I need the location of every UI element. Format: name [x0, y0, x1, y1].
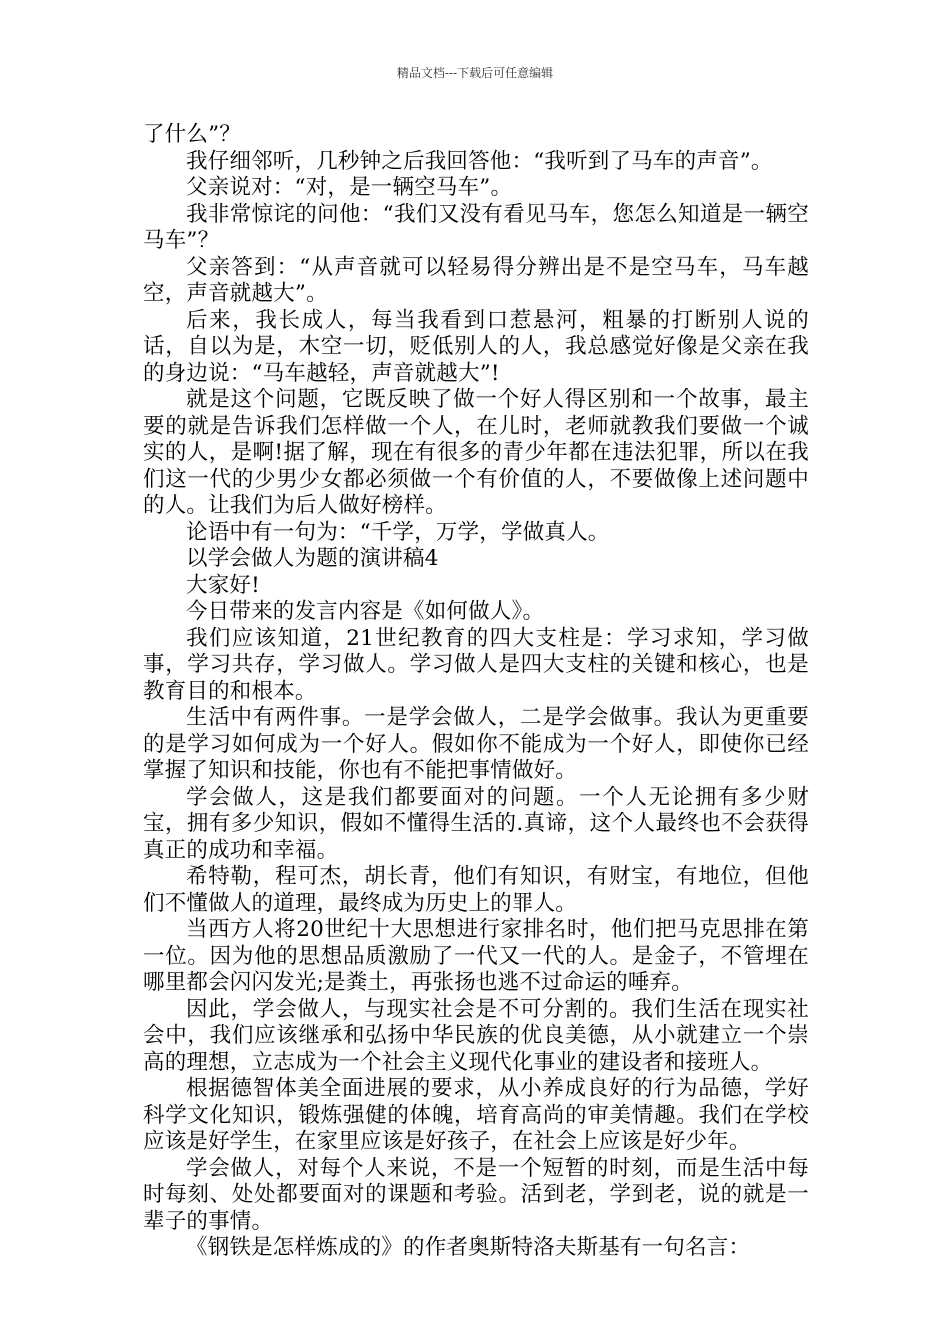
paragraph: 学会做人，这是我们都要面对的问题。一个人无论拥有多少财宝，拥有多少知识，假如不懂得生活的.真谛，这个人最终也不会获得真正的成功和幸福。 [143, 784, 809, 863]
paragraph: 今日带来的发言内容是《如何做人》。 [186, 599, 545, 624]
paragraph: 因此，学会做人，与现实社会是不可分割的。我们生活在现实社会中，我们应该继承和弘扬中华民族的优良美德，从小就建立一个崇高的理想，立志成为一个社会主义现代化事业的建设者和接班人。 [143, 996, 809, 1075]
paragraph: 根据德智体美全面进展的要求，从小养成良好的行为品德，学好科学文化知识，锻炼强健的体魄，培育高尚的审美情趣。我们在学校应该是好学生，在家里应该是好孩子，在社会上应该是好少年。 [143, 1076, 809, 1154]
document-body [143, 122, 809, 1262]
paragraph: 了什么”？ [143, 122, 241, 147]
paragraph: 《钢铁是怎样炼成的》的作者奥斯特洛夫斯基有一句名言： [186, 1235, 751, 1260]
paragraph: 生活中有两件事。一是学会做人，二是学会做事。我认为更重要的是学习如何成为一个好人。假如你不能成为一个好人，即使你已经掌握了知识和技能，你也有不能把事情做好。 [143, 705, 809, 783]
page-header: 精品文档---下载后可任意编辑 [396, 66, 554, 80]
paragraph: 我们应该知道，21世纪教育的四大支柱是：学习求知，学习做事，学习共存，学习做人。学习做人是四大支柱的关键和核心，也是教育目的和根本。 [143, 625, 809, 704]
section-heading: 以学会做人为题的演讲稿4 [186, 546, 439, 571]
paragraph: 父亲答到：“从声音就可以轻易得分辨出是不是空马车，马车越空，声音就越大”。 [143, 254, 809, 306]
paragraph: 我仔细邻听，几秒钟之后我回答他：“我听到了马车的声音”。 [186, 148, 773, 174]
paragraph: 论语中有一句为：“千学，万学，学做真人。 [186, 519, 610, 545]
paragraph: 当西方人将20世纪十大思想进行家排名时，他们把马克思排在第一位。因为他的思想品质激励了一代又一代的人。是金子，不管埋在哪里都会闪闪发光;是粪土，再张扬也逃不过命运的唾弃。 [143, 917, 809, 995]
paragraph: 学会做人，对每个人来说，不是一个短暂的时刻，而是生活中每时每刻、处处都要面对的课题和考验。活到老，学到老，说的就是一辈子的事情。 [143, 1155, 809, 1234]
paragraph: 后来，我长成人，每当我看到口惹悬河，粗暴的打断别人说的话，自以为是，木空一切，贬低别人的人，我总感觉好像是父亲在我的身边说：“马车越轻，声音就越大”! [143, 307, 809, 386]
paragraph: 希特勒，程可杰，胡长青，他们有知识，有财宝，有地位，但他们不懂做人的道理，最终成为历史上的罪人。 [143, 864, 809, 916]
paragraph: 我非常惊诧的问他：“我们又没有看见马车，您怎么知道是一辆空马车”？ [143, 201, 809, 253]
paragraph: 大家好! [186, 572, 260, 598]
paragraph: 父亲说对：“对，是一辆空马车”。 [186, 175, 513, 200]
paragraph: 就是这个问题，它既反映了做一个好人得区别和一个故事，最主要的就是告诉我们怎样做一个人，在儿时，老师就教我们要做一个诚实的人，是啊!据了解，现在有很多的青少年都在违法犯罪，所以在我们这一代的少男少女都必须做一个有价值的人，不要做像上述问题中的人。让我们为后人做好榜样。 [143, 387, 809, 518]
